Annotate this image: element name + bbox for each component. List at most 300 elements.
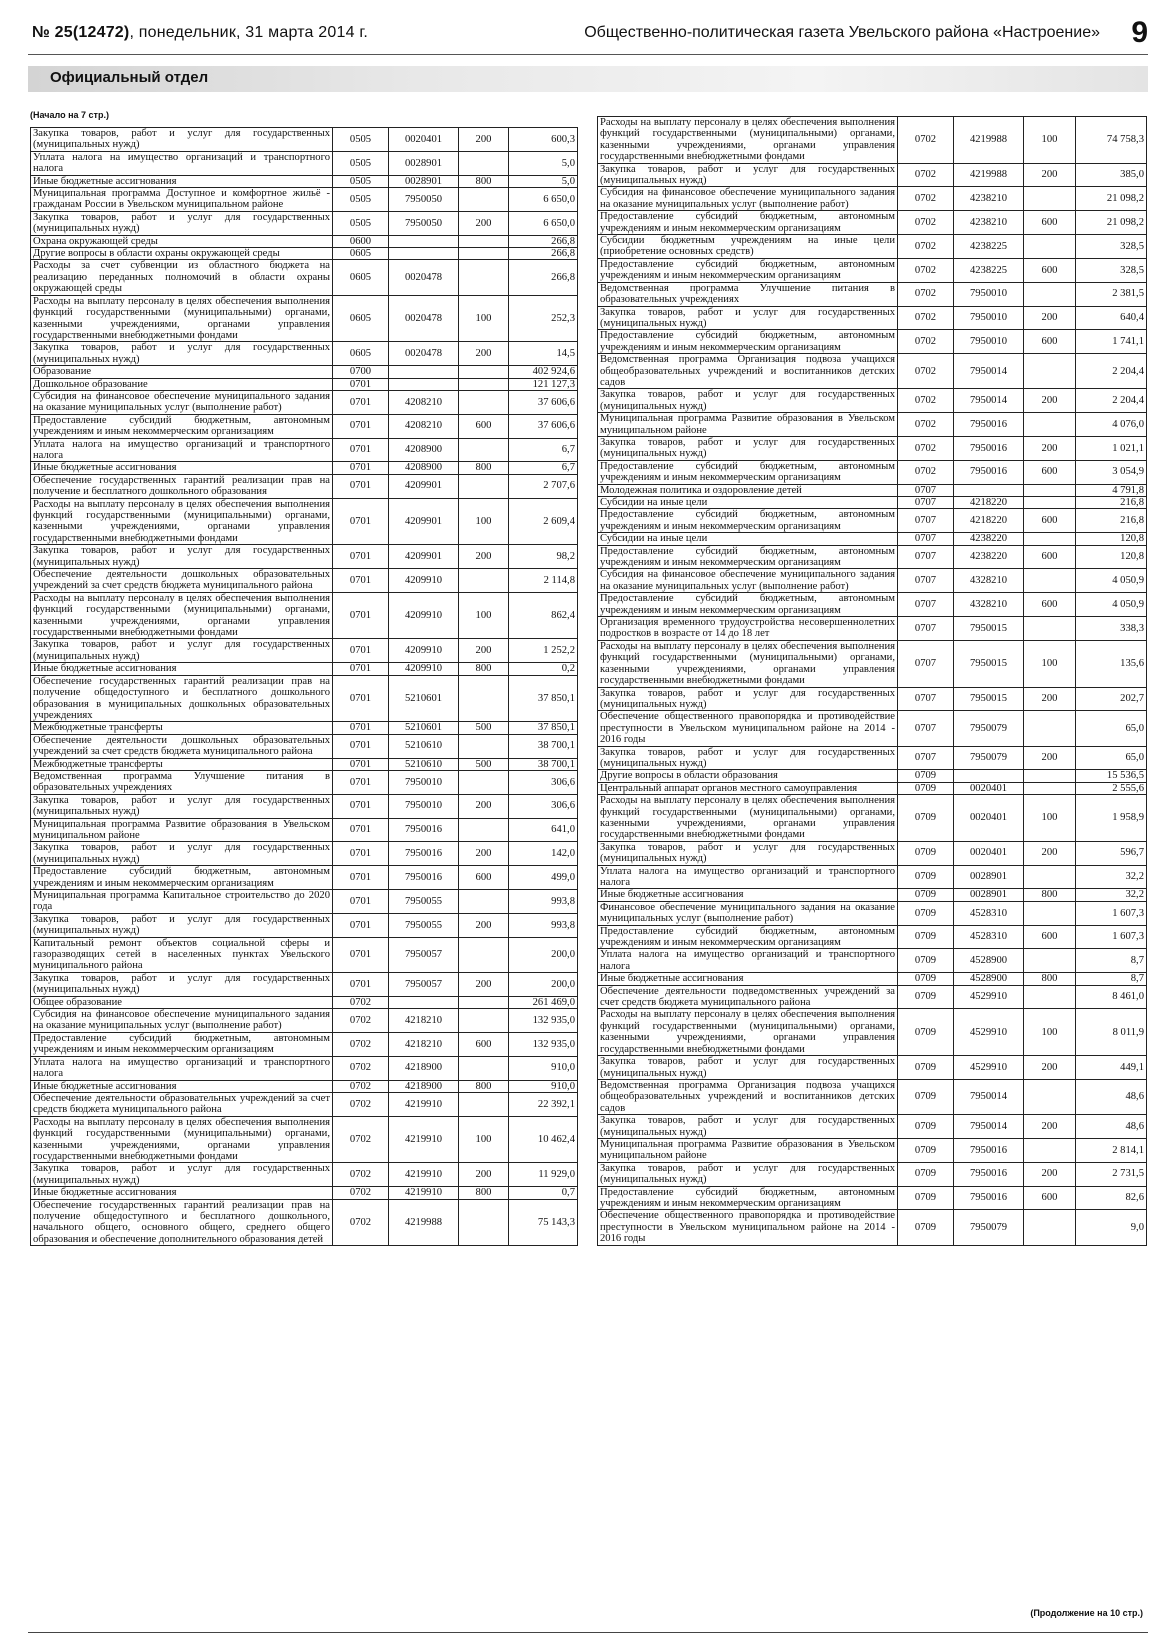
section-code: 0701 — [333, 758, 389, 770]
row-name: Муниципальная программа Развитие образования в Увельском муниципальном районе — [598, 1138, 898, 1162]
expense-type-code — [459, 818, 509, 842]
target-article-code: 0020478 — [389, 342, 459, 366]
row-sum: 266,8 — [509, 235, 578, 247]
row-name: Иные бюджетные ассигнования — [31, 1187, 333, 1199]
target-article-code: 7950016 — [389, 818, 459, 842]
target-article-code: 7950014 — [954, 1079, 1024, 1114]
row-sum: 142,0 — [509, 842, 578, 866]
target-article-code: 0020401 — [954, 795, 1024, 842]
section-code: 0707 — [898, 533, 954, 545]
expense-type-code: 100 — [459, 498, 509, 545]
expense-type-code: 200 — [1024, 1162, 1076, 1186]
table-row — [31, 151, 578, 175]
row-sum: 328,5 — [1076, 258, 1147, 282]
row-sum: 5,0 — [509, 151, 578, 175]
row-name: Муниципальная программа Развитие образования в Увельском муниципальном районе — [31, 818, 333, 842]
table-row — [31, 211, 578, 235]
expense-type-code: 600 — [1024, 211, 1076, 235]
issue-number: № 25(12472) — [32, 24, 130, 41]
expense-type-code — [1024, 497, 1076, 509]
table-row — [598, 949, 1147, 973]
expense-type-code: 500 — [459, 758, 509, 770]
section-code: 0709 — [898, 949, 954, 973]
expense-type-code — [1024, 235, 1076, 259]
section-code: 0709 — [898, 889, 954, 901]
target-article-code: 4209910 — [389, 569, 459, 593]
table-row — [598, 389, 1147, 413]
target-article-code: 4219910 — [389, 1163, 459, 1187]
section-code: 0709 — [898, 795, 954, 842]
row-sum: 2 204,4 — [1076, 354, 1147, 389]
expense-type-code — [1024, 711, 1076, 746]
expense-type-code — [459, 1092, 509, 1116]
row-sum: 38 700,1 — [509, 758, 578, 770]
table-row — [31, 758, 578, 770]
section-code: 0709 — [898, 1210, 954, 1245]
target-article-code: 4209901 — [389, 474, 459, 498]
target-article-code: 4218210 — [389, 1009, 459, 1033]
row-sum: 14,5 — [509, 342, 578, 366]
section-code: 0701 — [333, 545, 389, 569]
table-row — [598, 901, 1147, 925]
row-name: Обеспечение деятельности образовательных учреждений за счет средств бюджета муниципального района — [31, 1092, 333, 1116]
row-sum: 4 050,9 — [1076, 593, 1147, 617]
row-name: Закупка товаров, работ и услуг для государственных (муниципальных нужд) — [598, 687, 898, 711]
expense-type-code — [459, 235, 509, 247]
table-row — [598, 187, 1147, 211]
target-article-code: 4528310 — [954, 901, 1024, 925]
row-name: Иные бюджетные ассигнования — [31, 462, 333, 474]
row-name: Ведомственная программа Организация подвоза учащихся общеобразовательных учреждений и воспитанников детских садов — [598, 354, 898, 389]
target-article-code: 4209910 — [389, 592, 459, 639]
target-article-code: 4528310 — [954, 925, 1024, 949]
row-name: Обеспечение государственных гарантий реализации прав на получение и бесплатного дошкольного образования — [31, 474, 333, 498]
target-article-code: 4219910 — [389, 1187, 459, 1199]
section-code: 0701 — [333, 842, 389, 866]
table-row — [31, 996, 578, 1008]
target-article-code — [389, 366, 459, 378]
issue-date: , понедельник, 31 марта 2014 г. — [129, 24, 369, 41]
table-row — [31, 414, 578, 438]
section-code: 0702 — [898, 211, 954, 235]
section-code: 0707 — [898, 569, 954, 593]
row-sum: 596,7 — [1076, 841, 1147, 865]
target-article-code: 4529910 — [954, 1009, 1024, 1056]
table-row — [598, 211, 1147, 235]
row-sum: 10 462,4 — [509, 1116, 578, 1163]
section-code: 0505 — [333, 151, 389, 175]
row-name: Обеспечение деятельности подведомственных учреждений за счет средств бюджета муниципального района — [598, 985, 898, 1009]
expense-type-code — [459, 1009, 509, 1033]
row-name: Образование — [31, 366, 333, 378]
row-sum: 910,0 — [509, 1080, 578, 1092]
section-code: 0701 — [333, 390, 389, 414]
row-sum: 132 935,0 — [509, 1032, 578, 1056]
row-sum: 38 700,1 — [509, 734, 578, 758]
table-row — [31, 866, 578, 890]
target-article-code — [954, 484, 1024, 496]
expense-type-code: 100 — [459, 1116, 509, 1163]
expense-type-code — [459, 569, 509, 593]
target-article-code: 7950016 — [954, 1186, 1024, 1210]
section-code: 0701 — [333, 639, 389, 663]
section-code: 0709 — [898, 865, 954, 889]
expense-type-code — [459, 937, 509, 972]
table-row — [31, 462, 578, 474]
table-row — [31, 734, 578, 758]
table-row — [598, 1210, 1147, 1245]
section-code: 0709 — [898, 1115, 954, 1139]
expense-type-code: 100 — [1024, 795, 1076, 842]
row-name: Уплата налога на имущество организаций и транспортного налога — [598, 865, 898, 889]
row-sum: 37 606,6 — [509, 414, 578, 438]
table-row — [31, 128, 578, 152]
row-sum: 74 758,3 — [1076, 117, 1147, 164]
expense-type-code: 200 — [1024, 306, 1076, 330]
table-row — [598, 617, 1147, 641]
expense-type-code — [459, 1056, 509, 1080]
table-row — [31, 342, 578, 366]
row-sum: 8,7 — [1076, 949, 1147, 973]
target-article-code: 7950010 — [389, 794, 459, 818]
row-name: Расходы на выплату персоналу в целях обеспечения выполнения функций государственными (муниципальными) органами, казенными учреждениями, органами управления государственными внебюджетными фондами — [598, 1009, 898, 1056]
row-sum: 306,6 — [509, 794, 578, 818]
section-code: 0702 — [898, 354, 954, 389]
row-sum: 11 929,0 — [509, 1163, 578, 1187]
row-name: Закупка товаров, работ и услуг для государственных (муниципальных нужд) — [31, 342, 333, 366]
expense-type-code: 200 — [459, 972, 509, 996]
expense-type-code: 800 — [1024, 973, 1076, 985]
expense-type-code: 100 — [1024, 1009, 1076, 1056]
section-code: 0702 — [898, 413, 954, 437]
expense-type-code: 200 — [459, 639, 509, 663]
expense-type-code: 200 — [1024, 746, 1076, 770]
row-sum: 449,1 — [1076, 1056, 1147, 1080]
target-article-code: 7950010 — [954, 330, 1024, 354]
target-article-code: 4209910 — [389, 639, 459, 663]
section-code: 0709 — [898, 925, 954, 949]
row-name: Субсидии бюджетным учреждениям на иные цели (приобретение основных средств) — [598, 235, 898, 259]
expense-type-code: 600 — [1024, 545, 1076, 569]
target-article-code: 7950015 — [954, 640, 1024, 687]
expense-type-code: 100 — [1024, 640, 1076, 687]
row-name: Предоставление субсидий бюджетным, автономным учреждениям и иным некоммерческим организациям — [598, 211, 898, 235]
expense-type-code: 200 — [1024, 389, 1076, 413]
section-code: 0702 — [898, 282, 954, 306]
target-article-code: 7950016 — [954, 1162, 1024, 1186]
section-code: 0702 — [333, 1080, 389, 1092]
row-sum: 121 127,3 — [509, 378, 578, 390]
target-article-code — [389, 996, 459, 1008]
target-article-code — [389, 378, 459, 390]
section-code: 0702 — [898, 389, 954, 413]
expense-type-code: 100 — [1024, 117, 1076, 164]
row-name: Уплата налога на имущество организаций и транспортного налога — [31, 1056, 333, 1080]
table-row — [31, 972, 578, 996]
row-sum: 32,2 — [1076, 889, 1147, 901]
row-name: Закупка товаров, работ и услуг для государственных (муниципальных нужд) — [598, 841, 898, 865]
table-row — [31, 1163, 578, 1187]
row-name: Расходы на выплату персоналу в целях обеспечения выполнения функций государственными (муниципальными) органами, казенными учреждениями, органами управления государственными внебюджетными фондами — [598, 795, 898, 842]
row-sum: 266,8 — [509, 248, 578, 260]
row-name: Муниципальная программа Капитальное строительство до 2020 года — [31, 890, 333, 914]
expense-type-code — [459, 474, 509, 498]
expense-type-code — [1024, 484, 1076, 496]
section-code: 0707 — [898, 711, 954, 746]
section-code: 0702 — [898, 306, 954, 330]
table-row — [598, 306, 1147, 330]
row-sum: 21 098,2 — [1076, 211, 1147, 235]
target-article-code: 7950016 — [954, 413, 1024, 437]
target-article-code: 7950079 — [954, 1210, 1024, 1245]
row-name: Молодежная политика и оздоровление детей — [598, 484, 898, 496]
table-row — [598, 258, 1147, 282]
table-row — [31, 639, 578, 663]
expense-type-code: 600 — [1024, 460, 1076, 484]
table-row — [31, 913, 578, 937]
target-article-code: 7950015 — [954, 617, 1024, 641]
table-row — [31, 1092, 578, 1116]
row-name: Расходы на выплату персоналу в целях обеспечения выполнения функций государственными (муниципальными) органами, казенными учреждениями, органами управления государственными внебюджетными фондами — [31, 1116, 333, 1163]
table-row — [598, 889, 1147, 901]
table-row — [598, 973, 1147, 985]
section-code: 0701 — [333, 866, 389, 890]
section-code: 0702 — [898, 235, 954, 259]
expense-type-code: 200 — [459, 128, 509, 152]
row-name: Ведомственная программа Организация подвоза учащихся общеобразовательных учреждений и воспитанников детских садов — [598, 1079, 898, 1114]
expense-type-code — [459, 438, 509, 462]
table-row — [598, 413, 1147, 437]
table-row — [598, 770, 1147, 782]
row-sum: 1 607,3 — [1076, 925, 1147, 949]
table-row — [598, 1079, 1147, 1114]
target-article-code: 7950010 — [954, 306, 1024, 330]
expense-type-code — [459, 378, 509, 390]
row-name: Предоставление субсидий бюджетным, автономным учреждениям и иным некоммерческим организациям — [31, 1032, 333, 1056]
expense-type-code: 600 — [1024, 509, 1076, 533]
table-row — [31, 842, 578, 866]
table-row — [31, 438, 578, 462]
section-code: 0701 — [333, 734, 389, 758]
section-code: 0701 — [333, 890, 389, 914]
section-code: 0702 — [333, 1187, 389, 1199]
row-sum: 993,8 — [509, 890, 578, 914]
section-code: 0702 — [333, 1009, 389, 1033]
table-row — [598, 330, 1147, 354]
row-sum: 6,7 — [509, 438, 578, 462]
expense-type-code: 200 — [1024, 163, 1076, 187]
expense-type-code — [1024, 1079, 1076, 1114]
expense-type-code — [1024, 1210, 1076, 1245]
section-code: 0702 — [898, 330, 954, 354]
section-code: 0707 — [898, 593, 954, 617]
table-row — [598, 795, 1147, 842]
row-name: Иные бюджетные ассигнования — [31, 663, 333, 675]
row-name: Субсидии на иные цели — [598, 497, 898, 509]
row-name: Предоставление субсидий бюджетным, автономным учреждениям и иным некоммерческим организациям — [598, 460, 898, 484]
expense-type-code — [459, 390, 509, 414]
section-code: 0709 — [898, 1138, 954, 1162]
target-article-code: 0028901 — [954, 865, 1024, 889]
section-code: 0701 — [333, 474, 389, 498]
row-name: Дошкольное образование — [31, 378, 333, 390]
table-row — [598, 865, 1147, 889]
row-sum: 8 011,9 — [1076, 1009, 1147, 1056]
row-sum: 1 252,2 — [509, 639, 578, 663]
row-name: Предоставление субсидий бюджетным, автономным учреждениям и иным некоммерческим организациям — [598, 925, 898, 949]
section-code: 0709 — [898, 782, 954, 794]
target-article-code: 4218220 — [954, 509, 1024, 533]
expense-type-code — [459, 734, 509, 758]
target-article-code: 4328210 — [954, 593, 1024, 617]
row-name: Расходы за счет субвенции из областного бюджета на реализацию переданных полномочий в области охраны окружающей среды — [31, 260, 333, 295]
row-sum: 252,3 — [509, 295, 578, 342]
section-code: 0707 — [898, 640, 954, 687]
row-sum: 98,2 — [509, 545, 578, 569]
table-row — [598, 711, 1147, 746]
issue-info — [32, 24, 368, 42]
row-name: Закупка товаров, работ и услуг для государственных (муниципальных нужд) — [598, 436, 898, 460]
row-sum: 37 606,6 — [509, 390, 578, 414]
section-code: 0701 — [333, 438, 389, 462]
expense-type-code: 100 — [459, 592, 509, 639]
expense-type-code: 800 — [459, 175, 509, 187]
section-code: 0505 — [333, 128, 389, 152]
table-row — [598, 509, 1147, 533]
row-sum: 82,6 — [1076, 1186, 1147, 1210]
table-row — [598, 117, 1147, 164]
target-article-code: 4218220 — [954, 497, 1024, 509]
target-article-code: 7950014 — [954, 354, 1024, 389]
table-row — [598, 1186, 1147, 1210]
expense-type-code: 600 — [1024, 925, 1076, 949]
section-code: 0505 — [333, 188, 389, 212]
section-code: 0702 — [333, 996, 389, 1008]
row-name: Закупка товаров, работ и услуг для государственных (муниципальных нужд) — [598, 1115, 898, 1139]
row-sum: 2 555,6 — [1076, 782, 1147, 794]
section-code: 0702 — [333, 1199, 389, 1246]
row-sum: 261 469,0 — [509, 996, 578, 1008]
row-sum: 65,0 — [1076, 746, 1147, 770]
row-sum: 15 536,5 — [1076, 770, 1147, 782]
target-article-code: 0028901 — [389, 175, 459, 187]
target-article-code: 0020478 — [389, 260, 459, 295]
row-name: Расходы на выплату персоналу в целях обеспечения выполнения функций государственными (муниципальными) органами, казенными учреждениями, органами управления государственными внебюджетными фондами — [598, 117, 898, 164]
table-row — [31, 569, 578, 593]
table-row — [598, 163, 1147, 187]
target-article-code: 4219988 — [954, 117, 1024, 164]
table-row — [598, 925, 1147, 949]
expense-type-code — [459, 770, 509, 794]
expense-type-code: 500 — [459, 722, 509, 734]
section-code: 0605 — [333, 260, 389, 295]
expense-type-code — [1024, 569, 1076, 593]
section-code: 0702 — [898, 258, 954, 282]
section-code: 0702 — [333, 1056, 389, 1080]
row-name: Предоставление субсидий бюджетным, автономным учреждениям и иным некоммерческим организациям — [598, 593, 898, 617]
expense-type-code: 800 — [459, 1080, 509, 1092]
table-row — [31, 592, 578, 639]
row-sum: 2 814,1 — [1076, 1138, 1147, 1162]
row-name: Закупка товаров, работ и услуг для государственных (муниципальных нужд) — [598, 1056, 898, 1080]
expense-type-code: 200 — [459, 794, 509, 818]
section-code: 0709 — [898, 973, 954, 985]
table-row — [598, 782, 1147, 794]
expense-type-code: 200 — [459, 545, 509, 569]
row-sum: 5,0 — [509, 175, 578, 187]
expense-type-code: 200 — [1024, 436, 1076, 460]
row-sum: 2 707,6 — [509, 474, 578, 498]
row-sum: 993,8 — [509, 913, 578, 937]
table-row — [31, 474, 578, 498]
section-code: 0709 — [898, 985, 954, 1009]
expense-type-code: 200 — [459, 842, 509, 866]
target-article-code: 7950055 — [389, 890, 459, 914]
table-row — [31, 1056, 578, 1080]
table-row — [598, 354, 1147, 389]
target-article-code: 4238210 — [954, 211, 1024, 235]
row-sum: 338,3 — [1076, 617, 1147, 641]
table-row — [598, 841, 1147, 865]
expense-type-code: 600 — [459, 1032, 509, 1056]
target-article-code: 7950016 — [954, 460, 1024, 484]
expense-type-code — [1024, 617, 1076, 641]
row-sum: 8,7 — [1076, 973, 1147, 985]
row-sum: 200,0 — [509, 937, 578, 972]
table-row — [598, 545, 1147, 569]
target-article-code: 5210610 — [389, 734, 459, 758]
target-article-code: 7950079 — [954, 711, 1024, 746]
row-sum: 1 741,1 — [1076, 330, 1147, 354]
section-code: 0709 — [898, 1079, 954, 1114]
target-article-code: 4218900 — [389, 1080, 459, 1092]
row-name: Закупка товаров, работ и услуг для государственных (муниципальных нужд) — [31, 545, 333, 569]
section-code: 0707 — [898, 687, 954, 711]
target-article-code: 4238220 — [954, 545, 1024, 569]
row-name: Закупка товаров, работ и услуг для государственных (муниципальных нужд) — [31, 913, 333, 937]
table-row — [31, 675, 578, 722]
table-row — [31, 545, 578, 569]
expense-type-code — [1024, 1138, 1076, 1162]
footer-rule — [28, 1632, 1148, 1633]
row-name: Другие вопросы в области охраны окружающей среды — [31, 248, 333, 260]
table-row — [31, 260, 578, 295]
section-code: 0707 — [898, 746, 954, 770]
table-row — [598, 436, 1147, 460]
table-row — [31, 1199, 578, 1246]
section-code: 0701 — [333, 770, 389, 794]
section-title: Официальный отдел — [50, 69, 209, 86]
table-row — [31, 188, 578, 212]
target-article-code: 4219910 — [389, 1092, 459, 1116]
expense-type-code — [1024, 413, 1076, 437]
table-row — [31, 818, 578, 842]
section-code: 0701 — [333, 592, 389, 639]
row-sum: 640,4 — [1076, 306, 1147, 330]
expense-type-code: 600 — [1024, 593, 1076, 617]
expense-type-code — [459, 996, 509, 1008]
continued-from-note: (Начало на 7 стр.) — [30, 110, 109, 120]
section-code: 0702 — [898, 187, 954, 211]
table-row — [31, 1187, 578, 1199]
row-name: Закупка товаров, работ и услуг для государственных (муниципальных нужд) — [31, 1163, 333, 1187]
row-name: Закупка товаров, работ и услуг для государственных (муниципальных нужд) — [598, 746, 898, 770]
row-name: Субсидия на финансовое обеспечение муниципального задания на оказание муниципальных услуг (выполнение работ) — [31, 390, 333, 414]
row-sum: 135,6 — [1076, 640, 1147, 687]
row-name: Организация временного трудоустройства несовершеннолетних подростков в возрасте от 14 до 18 лет — [598, 617, 898, 641]
target-article-code: 4528900 — [954, 973, 1024, 985]
expense-type-code — [459, 260, 509, 295]
